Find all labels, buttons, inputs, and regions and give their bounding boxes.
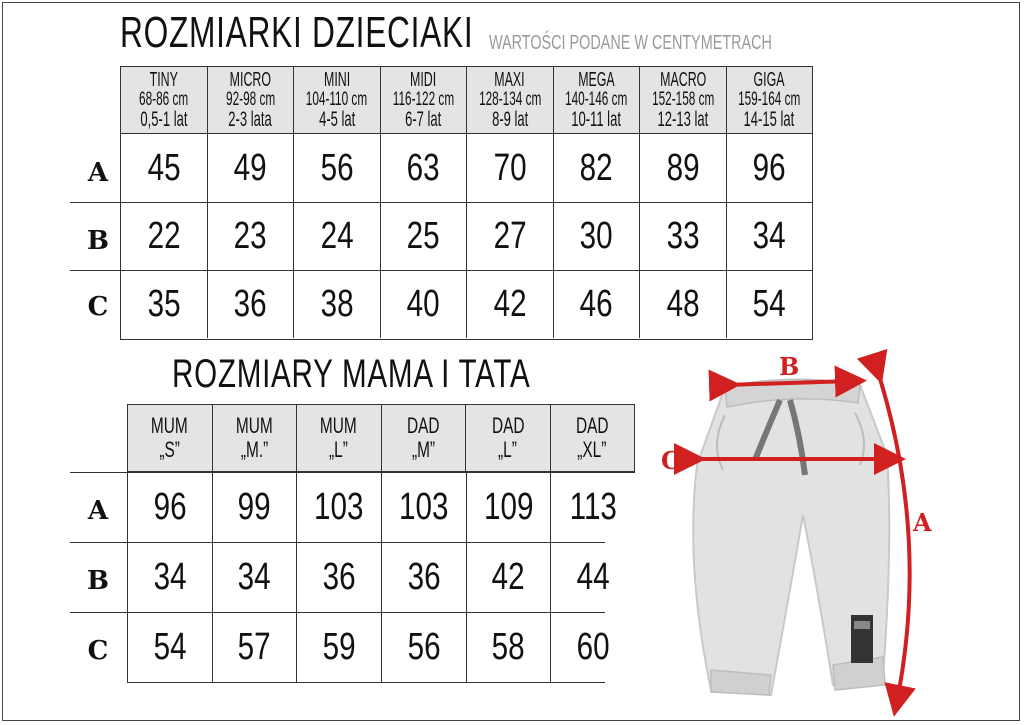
sweatpants-illustration: [693, 379, 889, 695]
adults-col-mum-l: [297, 405, 382, 471]
kids-row-label-a: A: [87, 158, 109, 188]
col-age: 8-9 lat: [491, 108, 528, 131]
col-line2: „L”: [498, 437, 518, 462]
cell-value: 54: [752, 282, 786, 325]
table-cell: [121, 134, 208, 202]
table-cell: [467, 472, 552, 542]
kids-subtitle: WARTOŚCI PODANE W CENTYMETRACH: [489, 32, 772, 54]
cell-value: 25: [406, 214, 440, 257]
col-line1: MUM: [235, 413, 273, 438]
cell-value: 103: [399, 485, 449, 528]
col-range: 128-134 cm: [478, 89, 541, 110]
col-range: 68-86 cm: [139, 89, 189, 110]
table-cell: [128, 612, 213, 682]
row-divider: [70, 270, 813, 271]
col-line1: MUM: [320, 413, 358, 438]
kids-row-label-b: B: [87, 226, 109, 256]
table-cell: [121, 202, 208, 270]
col-name: MACRO: [659, 69, 706, 91]
cell-value: 45: [147, 146, 181, 189]
cell-value: 44: [576, 555, 610, 598]
col-age: 6-7 lat: [405, 108, 442, 131]
table-cell: [128, 542, 213, 612]
label-b: B: [779, 352, 800, 381]
table-cell: [382, 612, 467, 682]
cell-value: 63: [406, 146, 440, 189]
table-row: [121, 134, 812, 202]
cell-value: 96: [752, 146, 786, 189]
col-name: MINI: [323, 69, 350, 91]
adults-row-label-b: B: [87, 566, 109, 596]
pants-measurement-diagram: [655, 345, 955, 717]
col-line2: „L”: [329, 437, 349, 462]
kids-row-label-c: C: [87, 292, 109, 322]
cell-value: 54: [153, 625, 187, 668]
col-range: 92-98 cm: [225, 89, 275, 110]
table-cell: [213, 472, 298, 542]
table-cell: [381, 202, 468, 270]
row-divider: [70, 202, 813, 203]
cell-value: 56: [320, 146, 354, 189]
cell-value: 22: [147, 214, 181, 257]
col-age: 2-3 lata: [228, 108, 272, 131]
kids-col-mini: [294, 67, 381, 133]
table-cell: [467, 612, 552, 682]
table-cell: [467, 542, 552, 612]
col-line2: „S”: [159, 437, 181, 462]
cell-value: 34: [153, 555, 187, 598]
table-row: [121, 270, 812, 338]
col-age: 0,5-1 lat: [140, 108, 188, 131]
cell-value: 103: [314, 485, 364, 528]
kids-col-maxi: [467, 67, 554, 133]
table-cell: [297, 612, 382, 682]
table-cell: [640, 134, 727, 202]
table-cell: [467, 202, 554, 270]
adults-row-label-c: C: [87, 636, 109, 666]
table-cell: [208, 134, 295, 202]
cell-value: 58: [492, 625, 526, 668]
kids-col-macro: [640, 67, 727, 133]
table-cell: [128, 472, 213, 542]
table-cell: [640, 202, 727, 270]
cell-value: 82: [579, 146, 613, 189]
table-cell: [554, 134, 641, 202]
cell-value: 42: [492, 555, 526, 598]
table-cell: [640, 270, 727, 338]
cell-value: 34: [238, 555, 271, 598]
cell-value: 56: [407, 625, 441, 668]
adults-col-dad-m: [382, 405, 467, 471]
cell-value: 34: [752, 214, 786, 257]
cell-value: 33: [666, 214, 700, 257]
cell-value: 27: [493, 214, 527, 257]
cell-value: 48: [666, 282, 700, 325]
col-line1: DAD: [575, 413, 609, 438]
cell-value: 30: [579, 214, 613, 257]
adults-table-body: [127, 472, 635, 682]
col-range: 116-122 cm: [392, 89, 454, 110]
cell-value: 38: [320, 282, 354, 325]
label-a: A: [913, 508, 932, 537]
cell-value: 42: [493, 282, 527, 325]
table-cell: [382, 542, 467, 612]
table-cell: [551, 612, 635, 682]
col-age: 4-5 lat: [318, 108, 355, 131]
table-cell: [213, 612, 298, 682]
cell-value: 89: [666, 146, 700, 189]
cell-value: 23: [233, 214, 267, 257]
col-line1: DAD: [491, 413, 525, 438]
cell-value: 109: [483, 485, 534, 528]
adults-col-mum-m: [213, 405, 298, 471]
col-age: 10-11 lat: [571, 108, 622, 131]
table-row: [128, 472, 635, 542]
table-row: [128, 612, 635, 682]
table-cell: [467, 270, 554, 338]
col-name: TINY: [149, 69, 178, 91]
table-cell: [554, 270, 641, 338]
table-cell: [727, 270, 813, 338]
col-name: GIGA: [753, 69, 785, 91]
adults-table-header: [127, 404, 635, 472]
kids-col-midi: [381, 67, 468, 133]
table-cell: [381, 134, 468, 202]
col-range: 140-146 cm: [565, 89, 628, 110]
row-divider: [127, 682, 605, 683]
col-line2: „XL”: [577, 437, 607, 462]
table-cell: [121, 270, 208, 338]
table-cell: [294, 134, 381, 202]
label-c: C: [661, 446, 681, 475]
kids-col-micro: [208, 67, 295, 133]
adults-col-mum-s: [128, 405, 213, 471]
col-range: 152-158 cm: [651, 89, 714, 110]
col-line2: „M.”: [240, 437, 268, 462]
table-cell: [294, 270, 381, 338]
row-divider: [70, 542, 605, 543]
cell-value: 24: [320, 214, 354, 257]
col-line2: „M”: [411, 437, 435, 462]
cell-value: 96: [153, 485, 187, 528]
table-cell: [382, 472, 467, 542]
cell-value: 46: [579, 282, 613, 325]
col-line1: DAD: [406, 413, 440, 438]
row-divider: [70, 472, 635, 473]
table-cell: [727, 134, 813, 202]
cell-value: 70: [493, 146, 527, 189]
table-cell: [467, 134, 554, 202]
table-cell: [208, 202, 295, 270]
cell-value: 113: [569, 485, 617, 528]
table-cell: [213, 542, 298, 612]
col-name: MAXI: [494, 69, 525, 91]
kids-col-tiny: [121, 67, 208, 133]
kids-table-body: [120, 134, 813, 340]
col-range: 159-164 cm: [738, 89, 801, 110]
cell-value: 57: [238, 625, 271, 668]
adults-col-dad-xl: [551, 405, 635, 471]
cell-value: 49: [233, 146, 267, 189]
col-name: MIDI: [410, 69, 437, 91]
adults-title: ROZMIARY MAMA I TATA: [172, 352, 531, 396]
cell-value: 60: [576, 625, 610, 668]
col-range: 104-110 cm: [306, 89, 368, 110]
table-cell: [297, 542, 382, 612]
adults-col-dad-l: [466, 405, 551, 471]
col-age: 14-15 lat: [743, 108, 795, 131]
col-name: MICRO: [229, 69, 271, 91]
cell-value: 59: [322, 625, 356, 668]
cell-value: 40: [406, 282, 440, 325]
cell-value: 35: [147, 282, 181, 325]
table-cell: [727, 202, 813, 270]
row-divider: [70, 612, 605, 613]
table-row: [121, 202, 812, 270]
col-name: MEGA: [577, 69, 615, 91]
table-cell: [554, 202, 641, 270]
cell-value: 36: [233, 282, 267, 325]
table-cell: [297, 472, 382, 542]
table-cell: [551, 542, 635, 612]
cell-value: 99: [238, 485, 271, 528]
table-cell: [381, 270, 468, 338]
adults-row-label-a: A: [87, 496, 109, 526]
kids-table-header: [120, 66, 813, 134]
col-age: 12-13 lat: [657, 108, 709, 131]
cell-value: 36: [322, 555, 356, 598]
cell-value: 36: [407, 555, 441, 598]
table-cell: [551, 472, 635, 542]
table-row: [128, 542, 635, 612]
kids-title: ROZMIARKI DZIECIAKI: [120, 8, 474, 57]
col-line1: MUM: [151, 413, 189, 438]
table-cell: [294, 202, 381, 270]
kids-col-giga: [727, 67, 813, 133]
kids-col-mega: [554, 67, 641, 133]
table-cell: [208, 270, 295, 338]
